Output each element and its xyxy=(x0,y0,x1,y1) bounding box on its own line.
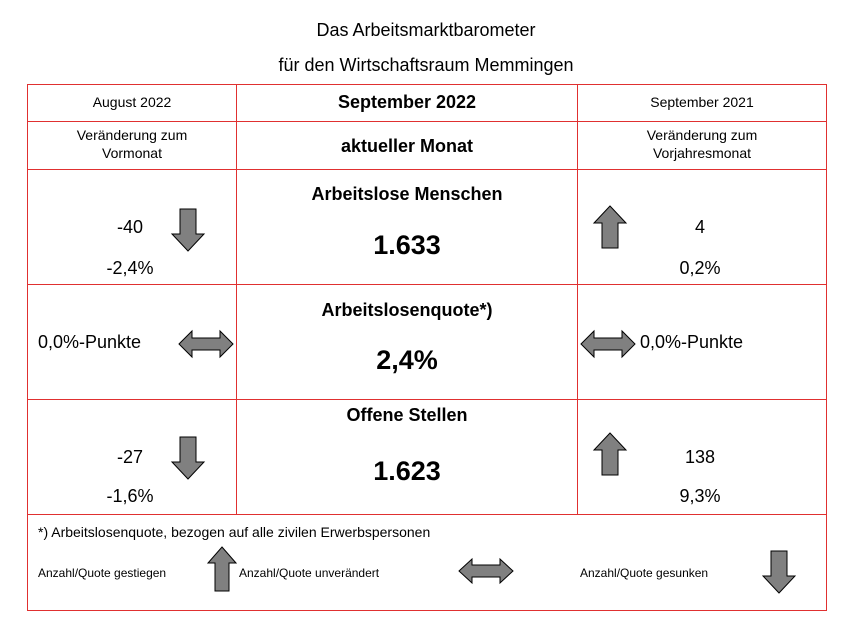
row-label-stellen: Offene Stellen xyxy=(346,405,468,425)
arrow-up-icon xyxy=(592,432,628,476)
arrow-left-right-icon xyxy=(178,329,234,359)
row2-left-text: 0,0%-Punkte xyxy=(38,332,142,352)
header-right-desc-line1: Veränderung zum xyxy=(646,127,758,143)
row-value-arbeitslose: 1.633 xyxy=(373,230,441,260)
header-right-month: September 2021 xyxy=(650,94,754,110)
arrow-down-icon xyxy=(170,436,206,480)
legend-up-label: Anzahl/Quote gestiegen xyxy=(38,566,167,580)
row1-right-pct: 0,2% xyxy=(679,258,721,278)
header-left-desc-line2: Vormonat xyxy=(102,145,162,161)
table-border-top xyxy=(27,84,827,85)
arrow-down-icon xyxy=(762,550,796,594)
row-value-stellen: 1.623 xyxy=(373,456,441,486)
page-subtitle: für den Wirtschaftsraum Memmingen xyxy=(278,55,574,75)
row3-left-pct: -1,6% xyxy=(106,486,154,506)
arrow-down-icon xyxy=(170,208,206,252)
arrow-left-right-icon xyxy=(580,329,636,359)
row1-left-abs: -40 xyxy=(116,217,143,237)
header-left-desc-line1: Veränderung zum xyxy=(76,127,188,143)
row-label-arbeitslose: Arbeitslose Menschen xyxy=(311,184,503,204)
row-value-quote: 2,4% xyxy=(376,345,438,375)
legend-down-label: Anzahl/Quote gesunken xyxy=(580,566,709,580)
header-center-desc: aktueller Monat xyxy=(340,136,474,156)
header-center-month: September 2022 xyxy=(337,92,477,112)
table-border-right xyxy=(826,84,827,611)
footnote: *) Arbeitslosenquote, bezogen auf alle zivilen Erwerbspersonen xyxy=(38,524,431,540)
table-divider xyxy=(27,284,827,285)
arrow-up-icon xyxy=(207,546,237,592)
row3-right-abs: 138 xyxy=(684,447,716,467)
table-divider xyxy=(27,169,827,170)
table-divider xyxy=(27,514,827,515)
arrow-left-right-icon xyxy=(458,557,514,585)
header-right-desc-line2: Vorjahresmonat xyxy=(652,145,752,161)
row2-right-text: 0,0%-Punkte xyxy=(640,332,744,352)
row-label-quote: Arbeitslosenquote*) xyxy=(321,300,493,320)
legend-same-label: Anzahl/Quote unverändert xyxy=(239,566,380,580)
header-right-desc xyxy=(578,126,826,162)
table-border-bottom xyxy=(27,610,827,611)
table-border-left xyxy=(27,84,28,611)
arrow-up-icon xyxy=(592,205,628,249)
row1-left-pct: -2,4% xyxy=(106,258,154,278)
header-left-desc xyxy=(28,126,236,162)
row3-right-pct: 9,3% xyxy=(679,486,721,506)
table-divider xyxy=(27,121,827,122)
row3-left-abs: -27 xyxy=(116,447,143,467)
page-title: Das Arbeitsmarktbarometer xyxy=(316,20,536,40)
row1-right-abs: 4 xyxy=(694,217,705,237)
table-divider xyxy=(27,399,827,400)
header-left-month: August 2022 xyxy=(92,94,172,110)
